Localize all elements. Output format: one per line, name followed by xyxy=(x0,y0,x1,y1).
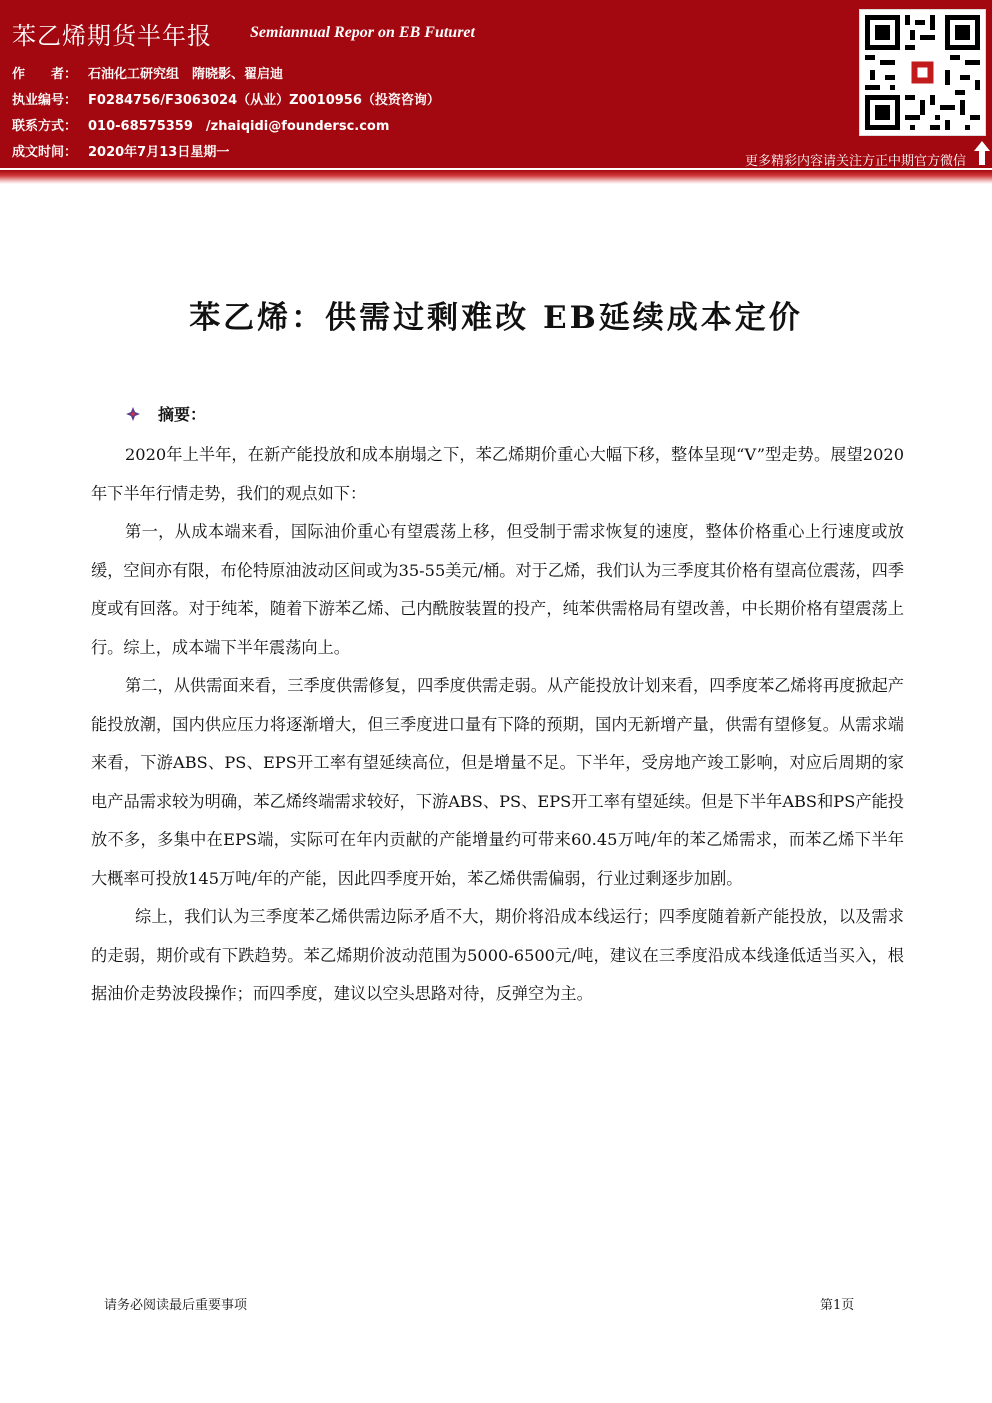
author-line xyxy=(12,63,283,82)
contact-label: 联系方式： xyxy=(12,119,78,134)
page-number: 第1页 xyxy=(820,1298,855,1313)
contact-line xyxy=(12,115,389,134)
page-title: 苯乙烯：供需过剩难改 EB延续成本定价 xyxy=(189,300,803,336)
report-header xyxy=(0,0,992,168)
license-label: 执业编号： xyxy=(12,93,78,108)
contact-value: 010-68575359 /zhaiqidi@foundersc.com xyxy=(88,119,390,134)
summary-label: 摘要： xyxy=(158,405,207,424)
date-value: 2020年7月13日星期一 xyxy=(88,145,230,160)
date-line xyxy=(12,141,229,160)
paragraph-intro: 2020年上半年，在新产能投放和成本崩塌之下，苯乙烯期价重心大幅下移，整体呈现“V”型走势。展望2020年下半年行情走势，我们的观点如下： xyxy=(91,445,904,503)
summary-body xyxy=(91,436,904,1014)
summary-heading xyxy=(126,402,206,425)
paragraph-cost: 第一，从成本端来看，国际油价重心有望震荡上移，但受制于需求恢复的速度，整体价格重心上行速度或放缓，空间亦有限，布伦特原油波动区间或为35-55美元/桶。对于乙烯，我们认为三季度其价格有望高位震荡，四季度或有回落。对于纯苯，随着下游苯乙烯、己内酰胺装置的投产，纯苯供需格局有望改善，中长期价格有望震荡上行。综上，成本端下半年震荡向上。 xyxy=(91,522,904,657)
author-value: 石油化工研究组 隋晓影、翟启迪 xyxy=(88,67,284,82)
paragraph-supply-demand: 第二，从供需面来看，三季度供需修复，四季度供需走弱。从产能投放计划来看，四季度苯乙烯将再度掀起产能投放潮，国内供应压力将逐渐增大，但三季度进口量有下降的预期，国内无新增产量，供需有望修复。从需求端来看，下游ABS、PS、EPS开工率有望延续高位，但是增量不足。下半年，受房地产竣工影响，对应后周期的家电产品需求较为明确，苯乙烯终端需求较好，下游ABS、PS、EPS开工率有望延续。但是下半年ABS和PS产能投放不多，多集中在EPS端，实际可在年内贡献的产能增量约可带来60.45万吨/年的苯乙烯需求，而苯乙烯下半年大概率可投放145万吨/年的产能，因此四季度开始，苯乙烯供需偏弱，行业过剩逐步加剧。 xyxy=(91,676,904,888)
header-divider xyxy=(0,170,992,184)
diamond-bullet-icon xyxy=(126,407,140,421)
follow-wechat-text: 更多精彩内容请关注方正中期官方微信 xyxy=(744,154,966,169)
author-label: 作 者： xyxy=(12,67,78,82)
qr-code-icon xyxy=(859,9,986,136)
report-series-subtitle: Semiannual Repor on EB Futuret xyxy=(250,24,475,41)
license-value: F0284756/F3063024（从业）Z0010956（投资咨询） xyxy=(88,93,440,108)
report-series-title: 苯乙烯期货半年报 xyxy=(12,22,212,50)
license-line xyxy=(12,89,440,108)
date-label: 成文时间： xyxy=(12,145,78,160)
footer-notice: 请务必阅读最后重要事项 xyxy=(104,1298,248,1313)
up-arrow-icon xyxy=(973,140,991,166)
paragraph-conclusion: 综上，我们认为三季度苯乙烯供需边际矛盾不大，期价将沿成本线运行；四季度随着新产能投放，以及需求的走弱，期价或有下跌趋势。苯乙烯期价波动范围为5000-6500元/吨，建议在三季度沿成本线逢低适当买入，根据油价走势波段操作；而四季度，建议以空头思路对待，反弹空为主。 xyxy=(91,907,904,1003)
